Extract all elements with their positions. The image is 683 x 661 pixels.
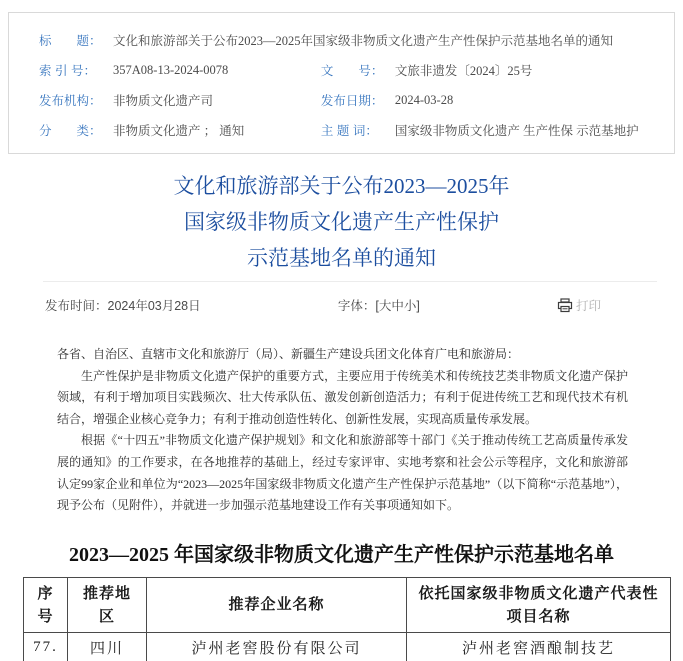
meta-label-category: 分 类： xyxy=(39,124,102,138)
meta-row-category xyxy=(9,115,674,145)
printer-icon xyxy=(557,298,573,313)
font-size-control xyxy=(338,296,420,314)
meta-label-title: 标 题： xyxy=(39,34,102,48)
document-title-line: 国家级非物质文化遗产生产性保护 xyxy=(184,210,499,234)
column-header-region: 推荐地区 xyxy=(68,577,147,632)
publish-date-value: 2024年03月28日 xyxy=(107,299,201,313)
document-title-line: 文化和旅游部关于公布2023—2025年 xyxy=(173,174,510,198)
print-button[interactable] xyxy=(557,296,601,314)
document-title xyxy=(0,168,683,276)
publish-date xyxy=(45,296,201,314)
list-title: 2023—2025 年国家级非物质文化遗产生产性保护示范基地名单 xyxy=(69,543,614,566)
meta-row-title xyxy=(9,25,674,55)
meta-value-doc-no: 文旅非遗发〔2024〕25号 xyxy=(394,64,533,78)
meta-value-title: 文化和旅游部关于公布2023—2025年国家级非物质文化遗产生产性保护示范基地名单的通知 xyxy=(113,34,614,48)
notice-body xyxy=(57,344,628,517)
column-header-project: 依托国家级非物质文化遗产代表性项目名称 xyxy=(407,577,671,632)
document-info-box xyxy=(8,12,675,154)
meta-label-index-no: 索 引 号： xyxy=(39,64,96,78)
print-button-label: 打印 xyxy=(575,299,601,313)
publish-date-label: 发布时间： xyxy=(45,299,108,313)
meta-label-pub-date: 发布日期： xyxy=(320,94,384,108)
meta-label-doc-no: 文 号： xyxy=(320,64,384,78)
meta-value-index-no: 357A08-13-2024-0078 xyxy=(113,62,229,77)
meta-value-issuer: 非物质文化遗产司 xyxy=(113,94,214,108)
base-list-table xyxy=(23,577,671,661)
column-header-no: 序号 xyxy=(24,577,68,632)
cell-company: 泸州老窖股份有限公司 xyxy=(147,632,407,661)
font-size-options[interactable]: [大中小] xyxy=(375,299,420,313)
meta-value-category: 非物质文化遗产 ； 通知 xyxy=(113,124,245,138)
table-row xyxy=(24,632,671,661)
meta-value-pub-date: 2024-03-28 xyxy=(394,92,454,107)
cell-project: 泸州老窖酒酿制技艺 xyxy=(407,632,671,661)
cell-no: 77. xyxy=(24,632,68,661)
table-header-row xyxy=(24,577,671,632)
meta-label-issuer: 发布机构： xyxy=(39,94,102,108)
font-size-label: 字体： xyxy=(337,299,376,313)
publish-bar xyxy=(0,282,683,314)
document-title-line: 示范基地名单的通知 xyxy=(247,246,436,270)
meta-row-issuer xyxy=(9,85,674,115)
cell-region: 四川 xyxy=(68,632,147,661)
meta-row-index xyxy=(9,55,674,85)
salutation-paragraph: 各省、自治区、直辖市文化和旅游厅（局）、新疆生产建设兵团文化体育广电和旅游局： xyxy=(57,347,520,361)
body-paragraph: 生产性保护是非物质文化遗产保护的重要方式，主要应用于传统美术和传统技艺类非物质文化遗产保护领域，有利于增加项目实践频次、壮大传承队伍、激发创新创造活力；有利于促进传统工艺和现代技术有机结合，增强企业核心竞争力；有利于推动创造性转化、创新性发展，实现高质量传承发展。 xyxy=(57,368,628,426)
meta-value-subject: 国家级非物质文化遗产 生产性保 示范基地护 xyxy=(394,124,639,138)
meta-label-subject: 主 题 词： xyxy=(320,124,378,138)
column-header-company: 推荐企业名称 xyxy=(147,577,407,632)
body-paragraph: 根据《“十四五”非物质文化遗产保护规划》和文化和旅游部等十部门《关于推动传统工艺高质量传承发展的通知》的工作要求，在各地推荐的基础上，经过专家评审、实地考察和社会公示等程序，文化和旅游部认定99家企业和单位为“2023—2025年国家级非物质文化遗产生产性保护示范基地”（以下简称“示范基地”），现予公布（见附件），并就进一步加强示范基地建设工作有关事项通知如下。 xyxy=(57,433,628,513)
